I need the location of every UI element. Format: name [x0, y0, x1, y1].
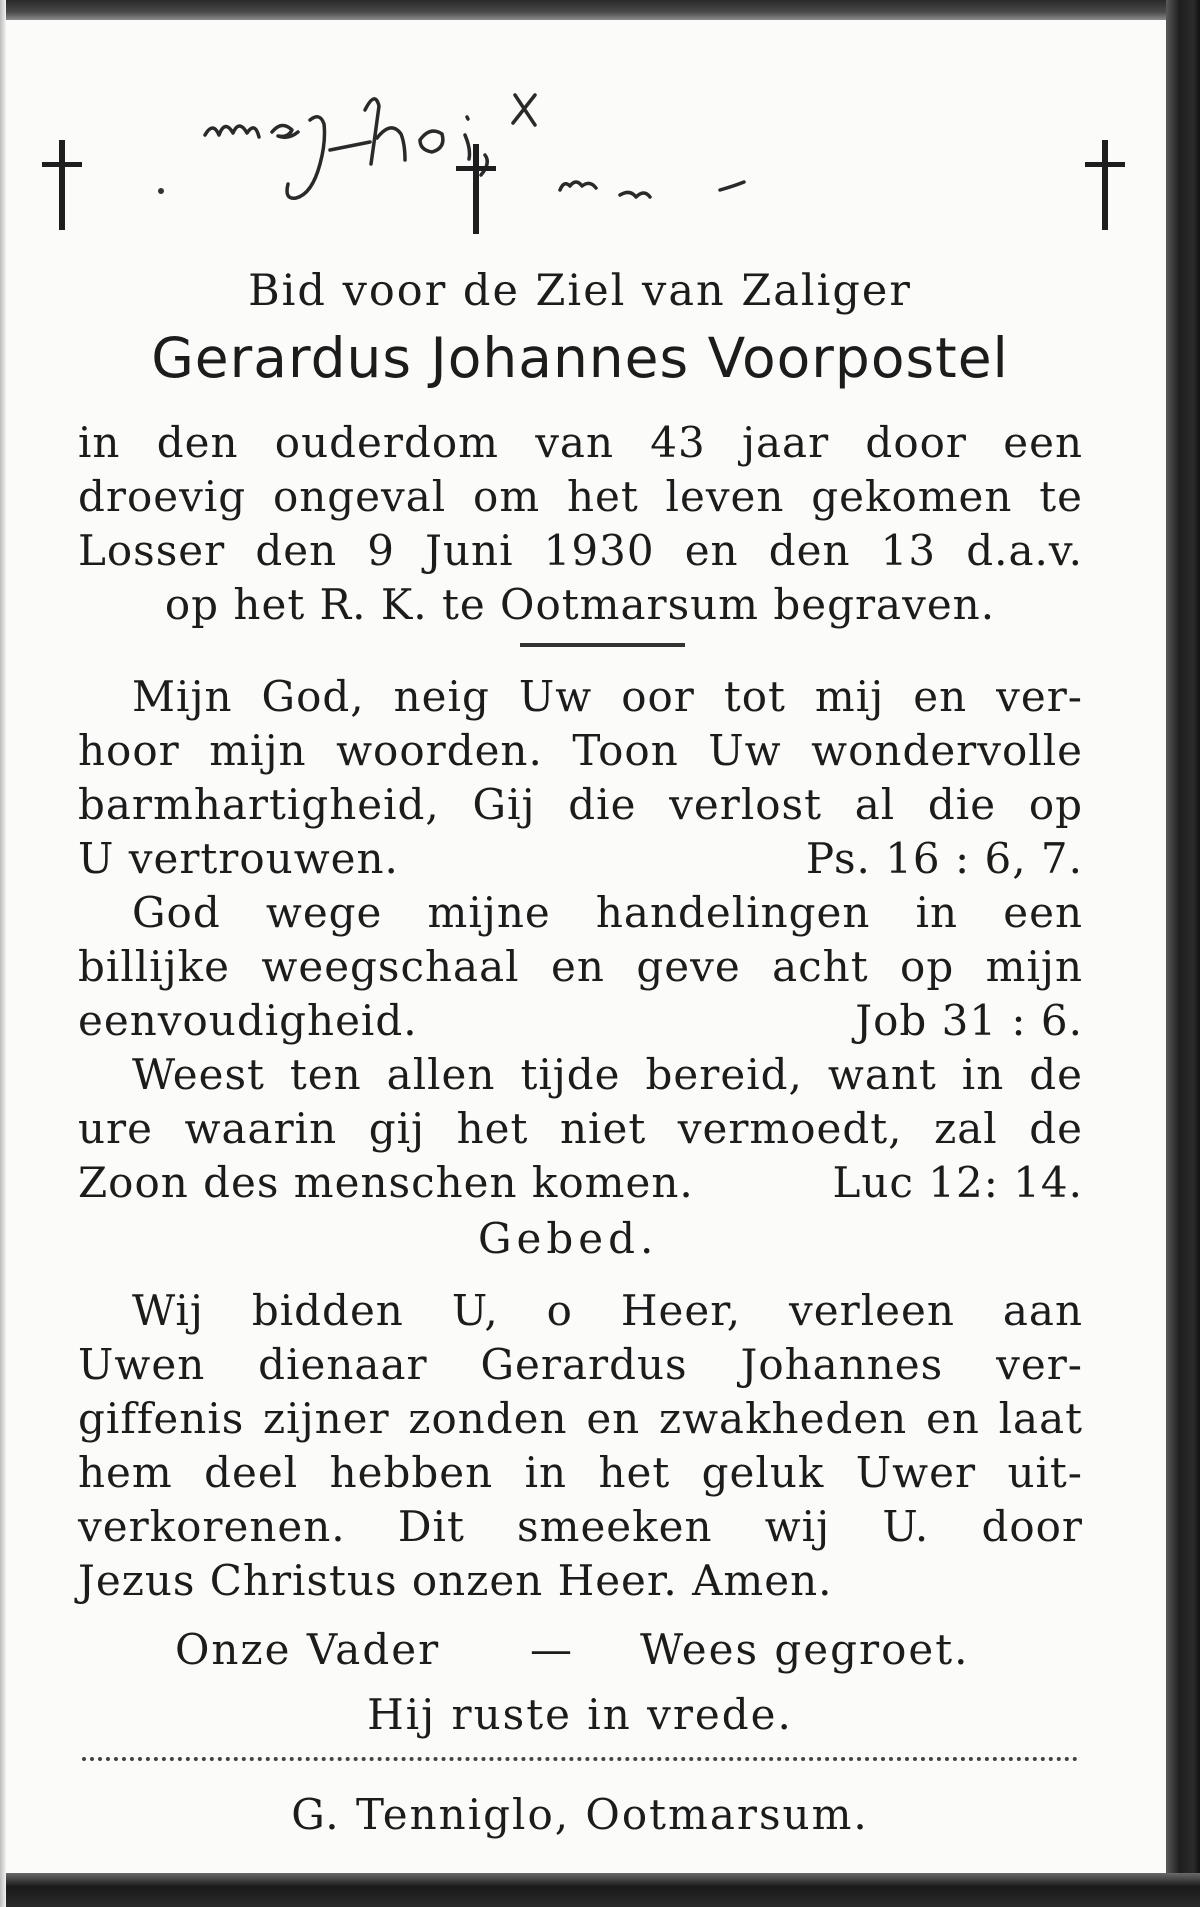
job-last-text: eenvoudigheid. — [78, 996, 418, 1045]
prayer-line-2: Uwen dienaar Gerardus Johannes ver- — [78, 1340, 1083, 1389]
cross-icon — [456, 144, 496, 234]
onze-vader: Onze Vader — [175, 1625, 441, 1674]
dotted-divider — [82, 1757, 1078, 1761]
death-line-4: op het R. K. te Ootmarsum begraven. — [164, 580, 996, 629]
closing-dash: — — [530, 1625, 572, 1674]
psalm-line-1: Mijn God, neig Uw oor tot mij en ver- — [132, 672, 1083, 721]
intro-line: Bid voor de Ziel van Zaliger — [248, 266, 912, 316]
cross-icon — [1085, 140, 1125, 230]
deceased-name: Gerardus Johannes Voorpostel — [151, 326, 1009, 390]
wees-gegroet: Wees gegroet. — [640, 1625, 970, 1674]
luke-line-3 — [78, 1156, 1083, 1210]
scan-edge-right — [1166, 0, 1200, 1907]
psalm-last-text: U vertrouwen. — [78, 834, 399, 883]
psalm-reference: Ps. 16 : 6, 7. — [805, 834, 1083, 883]
death-line-2: droevig ongeval om het leven gekomen te — [78, 472, 1083, 521]
job-line-2: billijke weegschaal en geve acht op mijn — [78, 942, 1083, 991]
luke-line-2: ure waarin gij het niet vermoedt, zal de — [78, 1104, 1083, 1153]
handwritten-annotation — [180, 40, 840, 230]
job-line-1: God wege mijne handelingen in een — [132, 888, 1083, 937]
luke-line-1: Weest ten allen tijde bereid, want in de — [132, 1050, 1083, 1099]
printer-credit: G. Tenniglo, Ootmarsum. — [291, 1790, 869, 1839]
luke-reference: Luc 12: 14. — [832, 1158, 1083, 1207]
prayer-line-3: giffenis zijner zonden en zwakheden en laat — [78, 1394, 1083, 1443]
prayer-line-4: hem deel hebben in het geluk Uwer uit- — [78, 1448, 1083, 1497]
rest-in-peace: Hij ruste in vrede. — [367, 1690, 793, 1739]
cross-icon — [42, 140, 82, 230]
job-line-3 — [78, 994, 1083, 1048]
psalm-line-4 — [78, 832, 1083, 886]
prayer-line-5: verkorenen. Dit smeeken wij U. door — [78, 1502, 1083, 1551]
prayer-title: Gebed. — [478, 1214, 659, 1263]
scan-edge-bottom — [0, 1873, 1200, 1907]
death-line-1: in den ouderdom van 43 jaar door een — [78, 418, 1083, 467]
short-divider — [520, 643, 685, 647]
job-reference: Job 31 : 6. — [855, 996, 1083, 1045]
scan-edge-top — [0, 0, 1180, 20]
death-line-3: Losser den 9 Juni 1930 en den 13 d.a.v. — [78, 526, 1083, 575]
prayer-line-6: Jezus Christus onzen Heer. Amen. — [78, 1556, 833, 1605]
psalm-line-2: hoor mijn woorden. Toon Uw wondervolle — [78, 726, 1083, 775]
ink-dot — [158, 188, 164, 194]
psalm-line-3: barmhartigheid, Gij die verlost al die op — [78, 780, 1083, 829]
luke-last-text: Zoon des menschen komen. — [78, 1158, 694, 1207]
prayer-line-1: Wij bidden U, o Heer, verleen aan — [132, 1286, 1083, 1335]
